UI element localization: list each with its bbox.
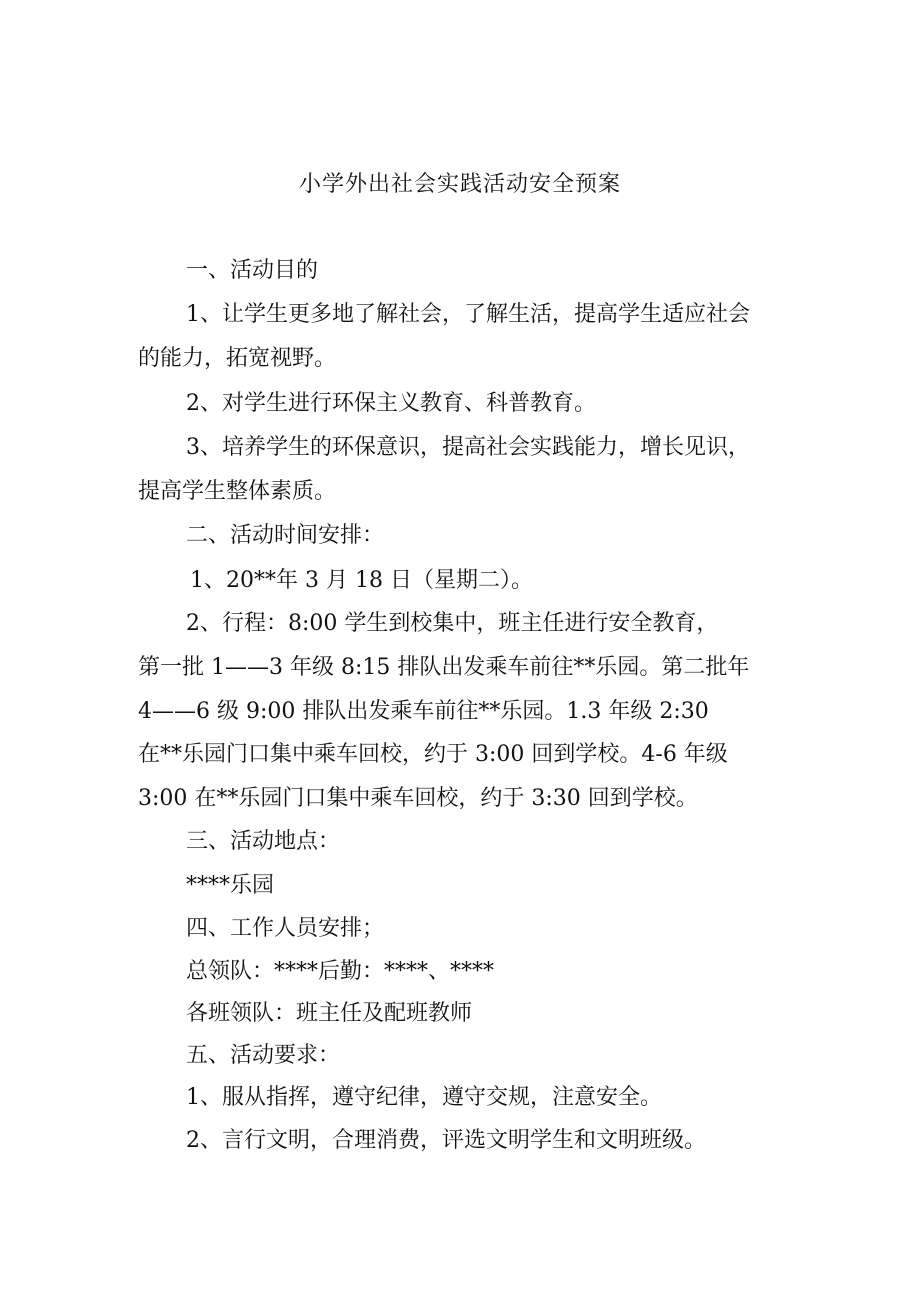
paragraph-line: 各班领队：班主任及配班教师 xyxy=(186,1001,473,1026)
paragraph-line: 提高学生整体素质。 xyxy=(138,479,337,504)
section-heading-schedule: 二、活动时间安排： xyxy=(186,523,385,548)
paragraph-line: 1、服从指挥，遵守纪律，遵守交规，注意安全。 xyxy=(186,1085,662,1110)
paragraph-line: 在**乐园门口集中乘车回校，约于 3:00 回到学校。4-6 年级 xyxy=(138,742,728,767)
section-heading-purpose: 一、活动目的 xyxy=(186,258,319,283)
paragraph-line: 2、言行文明，合理消费，评选文明学生和文明班级。 xyxy=(186,1128,706,1153)
paragraph-line: 总领队：****后勤：****、**** xyxy=(186,959,495,984)
document-title: 小学外出社会实践活动安全预案 xyxy=(298,172,621,197)
paragraph-line: 第一批 1——3 年级 8:15 排队出发乘车前往**乐园。第二批年 xyxy=(138,655,750,680)
paragraph-line: 3:00 在**乐园门口集中乘车回校，约于 3:30 回到学校。 xyxy=(138,786,698,811)
paragraph-line: 的能力，拓宽视野。 xyxy=(138,346,337,371)
paragraph-line: 2、对学生进行环保主义教育、科普教育。 xyxy=(186,391,596,416)
section-heading-requirements: 五、活动要求： xyxy=(186,1043,341,1068)
paragraph-line: 4——6 级 9:00 排队出发乘车前往**乐园。1.3 年级 2:30 xyxy=(138,699,709,724)
paragraph-line: 3、培养学生的环保意识，提高社会实践能力，增长见识， xyxy=(186,435,750,460)
paragraph-line: 1、让学生更多地了解社会，了解生活，提高学生适应社会 xyxy=(186,302,750,327)
section-heading-staff: 四、工作人员安排； xyxy=(186,916,385,941)
paragraph-line: 2、行程：8:00 学生到校集中，班主任进行安全教育， xyxy=(186,611,719,636)
paragraph-line: 1、20**年 3 月 18 日（星期二）。 xyxy=(190,568,533,593)
paragraph-line: ****乐园 xyxy=(186,873,275,898)
section-heading-location: 三、活动地点： xyxy=(186,829,341,854)
